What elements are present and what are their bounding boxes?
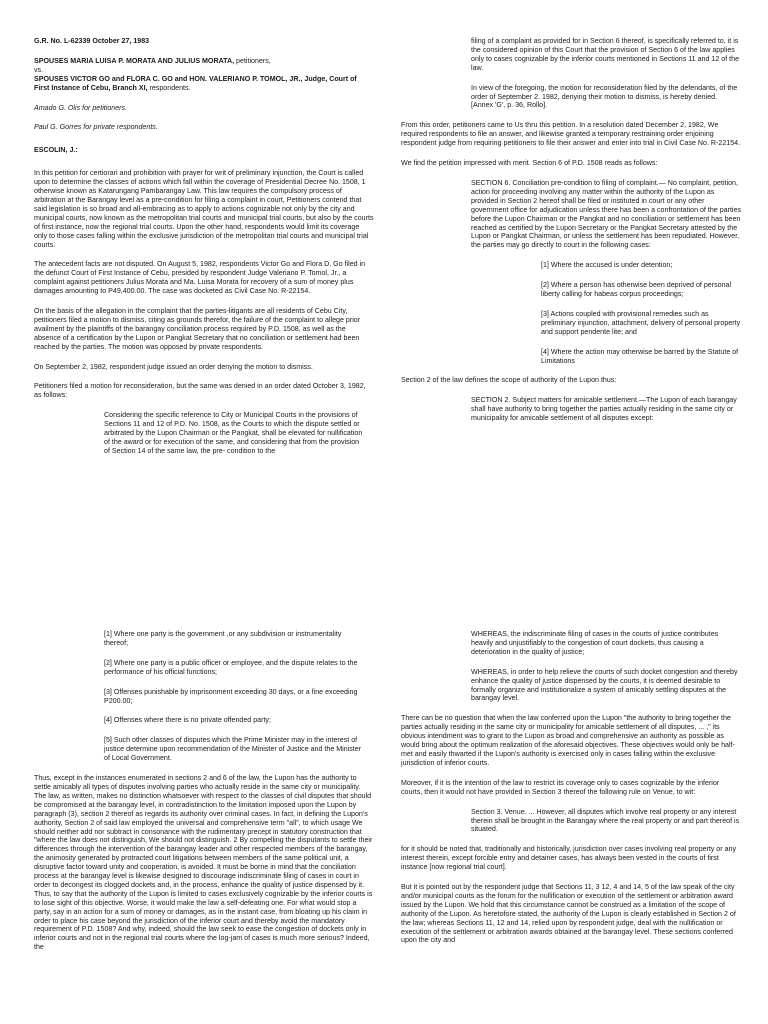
left-column-bottom (34, 630, 374, 963)
paragraph: There can be no question that when the law conferred upon the Lupon "the authority to bring together the parties actually residing in the same city or municipality for amicable settlement of all disputes, ... ," its obvious intendment was to grant to the Lupon as broad and comprehensive an authority as possible as would bring about the optimum realization of the aforesaid objectives. These objectives would only be half-met and easily thwarted if the Lupon's authority is exercised only in cases falling within the exclusive jurisdiction of inferior courts. (401, 714, 735, 767)
respondents-names: SPOUSES VICTOR GO and FLORA C. GO and HON. VALERIANO P. TOMOL, JR., Judge, Court of First Instance of Cebu, Branch XI, (34, 74, 357, 92)
paragraph: Petitioners filed a motion for reconsideration, but the same was denied in an order dated October 3, 1982, as follows: (34, 382, 366, 400)
list-item: [3] Actions coupled with provisional remedies such as preliminary injunction, attachment, delivery of personal property and support pendente lite; and (541, 309, 741, 336)
case-title (34, 57, 374, 93)
right-column-bottom (401, 630, 741, 956)
list-item: [4] Where the action may otherwise be barred by the Statute of Limitations (541, 347, 739, 365)
paragraph: From this order, petitioners came to Us thru this petition. In a resolution dated December 2, 1982, We required respondents to file an answer, and likewise granted a temporary restraining order enjoining respondent judge from requiring petitioners to file their answer and enter into trial in Civil Case No. R-22154. (401, 121, 741, 148)
block-quote: Considering the specific reference to City or Municipal Courts in the provisions of Sections 11 and 12 of P.D. No. 1508, as the Courts to which the dispute settled or arbitrated by the Lupon Chairman or the Pangkat, shall be elevated for nullification of the award or for execution of the same, and considering that from the provision of Section 14 of the same law, the pre- condition to the (104, 411, 363, 455)
counsel-respondents: Paul G. Gorres for private respondents. (34, 123, 158, 132)
list-item: [1] Where the accused is under detention; (541, 261, 673, 270)
paragraph: On the basis of the allegation in the complaint that the parties-litigants are all residents of Cebu City, petitioners filed a motion to dismiss, citing as grounds therefor, the failure of the complaint to allege prior availment by the plaintiffs of the barangay conciliation process required by P.D. 1508, as well as the absence of a certification by the Lupon or Pangkat Secretary that no conciliation or settlement had been reached by the parties. The motion was opposed by private respondents. (34, 307, 361, 351)
list-item: [2] Where one party is a public officer or employee, and the dispute relates to the performance of his official functions; (104, 658, 358, 676)
petitioners-role: petitioners, (234, 56, 271, 65)
left-column-top (34, 37, 374, 467)
list-item: [2] Where a person has otherwise been deprived of personal liberty calling for habeas corpus proceedings; (541, 281, 732, 299)
paragraph: But it is pointed out by the respondent judge that Sections 11, 3 12, 4 and 14, 5 of the law speak of the city and/or municipal courts as the forum for the nullification or execution of the settlement or arbitration award issued by the Lupon. We hold that this circumstance cannot be construed as a limitation of the scope of authority of the Lupon. As heretofore stated, the authority of the Lupon is clearly established in Section 2 of the law; whereas Sections 11, 12 and 14, relied upon by respondent judge, deal with the nullification or execution of the settlement or arbitration awards obtained at the barangay level. These sections conferred upon the city and (401, 883, 736, 945)
paragraph: On September 2, 1982, respondent judge issued an order denying the motion to dismiss. (34, 362, 313, 371)
counsel-petitioners: Amado G. Olis for petitioners. (34, 103, 128, 112)
justice-name: ESCOLIN, J.: (34, 146, 78, 155)
block-quote: In view of the foregoing, the motion for reconsideration filed by the defendants, of the order of September 2. 1982, denying their motion to dismiss, is hereby denied. [Annex 'G', p. 36, Rollo]. (471, 83, 738, 110)
list-item: [3] Offenses punishable by imprisonment exceeding 30 days, or a fine exceeding P200.00; (104, 687, 358, 705)
section-2-quote: SECTION 2. Subject matters for amicable settlement.—The Lupon of each barangay shall have authority to bring together the parties actually residing in the same city or municipality for amicable settlement of all disputes except: (471, 396, 737, 423)
whereas-clause: WHEREAS, in order to help relieve the courts of such docket congestion and thereby enhance the quality of justice dispensed by the courts, it is deemed desirable to formally organize and institutionalize a system of amicably settling disputes at the barangay level. (471, 667, 738, 703)
petitioners-names: SPOUSES MARIA LUISA P. MORATA AND JULIUS MORATA, (34, 56, 235, 65)
respondents-role: respondents. (147, 83, 191, 92)
block-quote: filing of a complaint as provided for in Section 6 thereof, is specifically referred to, it is the considered opinion of this Court that the provision of Section 6 of the law applies only to cases cognizable by the inferior courts mentioned in Sections 11 and 12 of the law. (471, 37, 740, 72)
list-item: [5] Such other classes of disputes which the Prime Minister may in the interest of justice determine upon recommendation of the Minister of Justice and the Minister of Local Government. (104, 736, 362, 763)
paragraph: We find the petition impressed with merit. Section 6 of P.D. 1508 reads as follows: (401, 159, 658, 168)
paragraph: In this petition for certiorari and prohibition with prayer for writ of preliminary injunction, the Court is called upon to determine the classes of actions which fall within the coverage of Presidential Decree No. 1508, 1 otherwise known as Katarungang Pambarangay Law. This law requires the compulsory process of arbitration at the Barangay level as a pre-condition for filing a complaint in court, Petitioners contend that said legislation is so broad and all-embracing as to apply to actions cognizable not only by the city and municipal courts, now known as the metropolitan trial courts and municipal trial courts, but also by the courts of first instance, now the regional trial courts. Upon the other hand, respondents would limit its coverage only to those cases falling within the exclusive jurisdiction of the metropolitan trial courts and municipal trial courts. (34, 169, 374, 249)
list-item: [4] Offenses where there is no private offended party; (104, 716, 271, 725)
section-3-quote: Section 3. Venue. ... However, all disputes which involve real property or any interest therein shall be brought in the Barangay where the real property or and part thereof is situated. (471, 807, 740, 834)
case-number: G.R. No. L-62339 October 27, 1983 (34, 37, 150, 45)
paragraph: for it should be noted that, traditionally and historically, jurisdiction over cases involving real property or any interest therein, except forcible entry and detainer cases, has always been vested in the courts of first instance [now regional trial court]. (401, 845, 737, 872)
whereas-clause: WHEREAS, the indiscriminate filing of cases in the courts of justice contributes heavily and unjustifiably to the congestion of court dockets, thus causing a deterioration in the quality of justice; (471, 630, 719, 656)
list-item: [1] Where one party is the government ,or any subdivision or instrumentality thereof; (104, 630, 342, 647)
paragraph: Moreover, if it is the intention of the law to restrict its coverage only to cases cognizable by the inferior courts, then it would not have provided in Section 3 thereof the following rule on Venue, to wit: (401, 778, 720, 796)
paragraph: The antecedent facts are not disputed. On August 5, 1982, respondents Victor Go and Flora D. Go filed in the defunct Court of First Instance of Cebu, presided by respondent Judge Valeriano P. Tomol, Jr., a complaint against petitioners Julius Morata and Ma. Luisa Morata for recovery of a sum of money plus damages amounting to P49,400.00. The case was docketed as Civil Case No. R-22154. (34, 260, 366, 296)
right-column-top (401, 37, 741, 434)
paragraph: Thus, except in the instances enumerated in sections 2 and 6 of the law, the Lupon has the authority to settle amicably all types of disputes involving parties who actually reside in the same city or municipality. The law, as written, makes no distinction whatsoever with respect to the classes of civil disputes that should be compromised at the barangay level, in contradistinction to the limitation imposed upon the Lupon by paragraph (3), section 2 thereof as regards its authority over criminal cases. In fact, in defining the Lupon's authority, Section 2 of said law employed the universal and comprehensive term "all", to which usage We should neither add nor subtract in consonance with the rudimentary precept in statutory construction that "where the law does not distinguish, We should not distinguish. 2 By compelling the disputants to settle their differences through the intervention of the barangay leader and other respected members of the barangay, the animosity generated by protracted court litigations between members of the same political unit, a disruptive factor toward unity and cooperation, is avoided. It must be borne in mind that the conciliation process at the barangay level is likewise designed to discourage indiscriminate filing of cases in court in order to decongest its clogged dockets and, in the process, enhance the quality of justice dispensed by it. Thus, to say that the authority of the Lupon is limited to cases exclusively cognizable by the inferior courts is to lose sight of this objective. Worse, it would make the law a self-defeating one. For what would stop a party, say in an action for a sum of money or damages, as in the instant case, from bloating up his claim in order to place his case beyond the jurisdiction of the inferior court and thereby avoid the mandatory requirement of P.D. 1508? And why, indeed, should the law seek to ease the congestion of dockets only in inferior courts and not in the regional trial courts where the log-jam of cases is much more serious? Indeed, the (34, 774, 373, 952)
paragraph: Section 2 of the law defines the scope of authority of the Lupon thus: (401, 376, 617, 385)
versus: vs. (34, 65, 44, 74)
section-6-quote: SECTION 6. Conciliation pre-condition to filing of complaint.— No complaint, petition, action for proceeding involving any matter within the authority of the Lupon as provided in Section 2 hereof shall be filed or instituted in court or any other government office for adjudication unless there has been a confrontation of the parties before the Lupon Chairman or the Pangkat and no conciliation or settlement has been reached as certified by the Lupon Secretary or the Pangkat Secretary attested by the Lupon or Pangkat Chairman, or unless the settlement has been repudiated. However, the parties may go directly to court in the following cases: (471, 178, 741, 250)
